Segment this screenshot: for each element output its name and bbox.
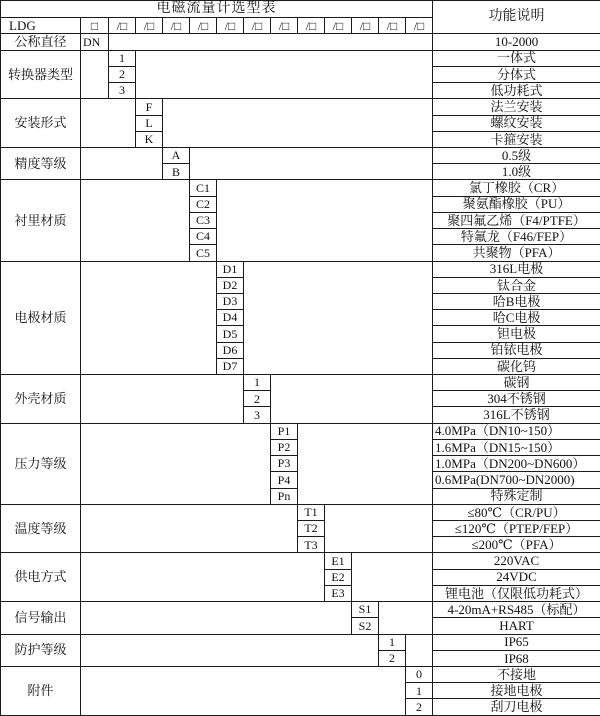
empty-cell: [271, 375, 433, 424]
empty-cell: [81, 147, 163, 179]
code-cell: 1: [379, 634, 406, 650]
code-cell: A: [163, 147, 190, 163]
code-cell: D5: [217, 326, 244, 342]
function-desc: 聚氨酯橡胶（PU）: [433, 196, 600, 212]
code-cell: DN: [81, 34, 109, 50]
model-slot: /□: [190, 18, 217, 34]
table-row: [1, 180, 600, 196]
code-cell: 2: [244, 391, 271, 407]
function-desc: IP68: [433, 650, 600, 666]
code-cell: E3: [325, 585, 352, 601]
empty-cell: [163, 99, 433, 148]
empty-cell: [81, 180, 190, 261]
code-cell: 2: [109, 66, 136, 82]
function-desc: ≤80℃（CR/PU）: [433, 504, 600, 520]
empty-cell: [190, 147, 433, 179]
function-desc: 钛合金: [433, 277, 600, 293]
category-label: 信号输出: [1, 602, 81, 634]
table-row: [1, 602, 600, 618]
function-desc: 接地电极: [433, 683, 600, 699]
code-cell: C1: [190, 180, 217, 196]
function-desc: 碳钢: [433, 375, 600, 391]
function-desc: 卡箍安装: [433, 131, 600, 147]
code-cell: D4: [217, 310, 244, 326]
function-desc: 哈C电极: [433, 310, 600, 326]
function-desc: ≤200℃（PFA）: [433, 537, 600, 553]
code-cell: P4: [271, 472, 298, 488]
code-cell: 1: [109, 50, 136, 66]
category-label: 衬里材质: [1, 180, 81, 261]
table-row: [1, 553, 600, 569]
function-desc: 一体式: [433, 50, 600, 66]
empty-cell: [81, 602, 352, 634]
code-cell: P2: [271, 439, 298, 455]
function-desc: 220VAC: [433, 553, 600, 569]
category-label: 公称直径: [1, 34, 81, 50]
code-cell: 2: [406, 699, 433, 716]
empty-cell: [109, 34, 433, 50]
function-desc: 1.6MPa（DN15~150）: [433, 439, 600, 455]
empty-cell: [406, 634, 433, 666]
function-desc: 共聚物（PFA）: [433, 245, 600, 261]
category-label: 防护等级: [1, 634, 81, 666]
model-slot: /□: [109, 18, 136, 34]
function-desc: 铂铱电极: [433, 342, 600, 358]
model-slot: /□: [136, 18, 163, 34]
category-label: 精度等级: [1, 147, 81, 179]
code-cell: D7: [217, 358, 244, 374]
model-slot: /□: [352, 18, 379, 34]
function-desc: 氯丁橡胶（CR）: [433, 180, 600, 196]
code-cell: 0: [406, 666, 433, 682]
model-prefix: LDG: [1, 18, 81, 34]
function-desc: HART: [433, 618, 600, 634]
empty-cell: [325, 504, 433, 553]
code-cell: D2: [217, 277, 244, 293]
function-desc: 304不锈钢: [433, 391, 600, 407]
table-row: [1, 634, 600, 650]
code-cell: D6: [217, 342, 244, 358]
model-slot: /□: [163, 18, 190, 34]
empty-cell: [352, 553, 433, 602]
code-cell: E1: [325, 553, 352, 569]
table-row: [1, 666, 600, 682]
model-slot: /□: [325, 18, 352, 34]
category-label: 附件: [1, 666, 81, 715]
function-desc: ≤120℃（PTEP/FEP）: [433, 521, 600, 537]
empty-cell: [81, 553, 325, 602]
code-cell: C4: [190, 229, 217, 245]
function-desc: 螺纹安装: [433, 115, 600, 131]
function-desc: 碳化钨: [433, 358, 600, 374]
function-desc: 哈B电极: [433, 293, 600, 309]
code-cell: C3: [190, 212, 217, 228]
table-title: 电磁流量计选型表: [1, 1, 433, 18]
model-slot: /□: [298, 18, 325, 34]
function-desc: 特殊定制: [433, 488, 600, 504]
code-cell: 3: [244, 407, 271, 423]
code-cell: L: [136, 115, 163, 131]
code-cell: Pn: [271, 488, 298, 504]
function-desc: 法兰安装: [433, 99, 600, 115]
code-cell: C5: [190, 245, 217, 261]
empty-cell: [81, 666, 406, 715]
function-desc: 316L不锈钢: [433, 407, 600, 423]
function-desc: 特氟龙（F46/FEP）: [433, 229, 600, 245]
model-slot: /□: [244, 18, 271, 34]
code-cell: K: [136, 131, 163, 147]
function-desc: 刮刀电极: [433, 699, 600, 716]
table-row: [1, 50, 600, 66]
function-desc: 10-2000: [433, 34, 600, 50]
function-desc: 1.0MPa（DN200~DN600）: [433, 456, 600, 472]
function-desc: 分体式: [433, 66, 600, 82]
empty-cell: [81, 261, 217, 375]
empty-cell: [81, 50, 109, 99]
model-slot: /□: [406, 18, 433, 34]
category-label: 供电方式: [1, 553, 81, 602]
code-cell: F: [136, 99, 163, 115]
empty-cell: [81, 375, 244, 424]
function-desc: 聚四氟乙烯（F4/PTFE）: [433, 212, 600, 228]
code-cell: C2: [190, 196, 217, 212]
model-slot-first: □: [81, 18, 109, 34]
empty-cell: [298, 423, 433, 504]
function-desc: IP65: [433, 634, 600, 650]
table-row: [1, 423, 600, 439]
code-cell: D1: [217, 261, 244, 277]
code-cell: 1: [406, 683, 433, 699]
function-desc: 24VDC: [433, 569, 600, 585]
table-row: [1, 147, 600, 163]
function-desc: 低功耗式: [433, 83, 600, 99]
function-desc: 0.6MPa(DN700~DN2000): [433, 472, 600, 488]
code-cell: S1: [352, 602, 379, 618]
empty-cell: [81, 99, 136, 148]
table-row: [1, 504, 600, 520]
title-row: [1, 1, 600, 18]
code-cell: T2: [298, 521, 325, 537]
table-row: [1, 375, 600, 391]
table-row: [1, 99, 600, 115]
empty-cell: [81, 634, 379, 666]
function-desc: 4.0MPa（DN10~150）: [433, 423, 600, 439]
model-slot: /□: [217, 18, 244, 34]
code-cell: P3: [271, 456, 298, 472]
table-row: [1, 261, 600, 277]
empty-cell: [81, 504, 298, 553]
table-row: [1, 34, 600, 50]
function-column-header: 功能说明: [433, 1, 600, 34]
empty-cell: [244, 261, 433, 375]
code-cell: E2: [325, 569, 352, 585]
empty-cell: [81, 423, 271, 504]
category-label: 安装形式: [1, 99, 81, 148]
empty-cell: [217, 180, 433, 261]
category-label: 压力等级: [1, 423, 81, 504]
function-desc: 0.5级: [433, 147, 600, 163]
code-cell: T1: [298, 504, 325, 520]
code-cell: P1: [271, 423, 298, 439]
category-label: 温度等级: [1, 504, 81, 553]
function-desc: 1.0级: [433, 164, 600, 180]
model-slot: /□: [379, 18, 406, 34]
code-cell: S2: [352, 618, 379, 634]
category-label: 外壳材质: [1, 375, 81, 424]
code-cell: B: [163, 164, 190, 180]
model-slot: /□: [271, 18, 298, 34]
code-cell: 2: [379, 650, 406, 666]
category-label: 电极材质: [1, 261, 81, 375]
category-label: 转换器类型: [1, 50, 81, 99]
function-desc: 不接地: [433, 666, 600, 682]
empty-cell: [379, 602, 433, 634]
function-desc: 316L电极: [433, 261, 600, 277]
code-cell: D3: [217, 293, 244, 309]
code-cell: 3: [109, 83, 136, 99]
function-desc: 锂电池（仅限低功耗式）: [433, 585, 600, 601]
function-desc: 4-20mA+RS485（标配）: [433, 602, 600, 618]
code-cell: T3: [298, 537, 325, 553]
empty-cell: [136, 50, 433, 99]
code-cell: 1: [244, 375, 271, 391]
function-desc: 钽电极: [433, 326, 600, 342]
